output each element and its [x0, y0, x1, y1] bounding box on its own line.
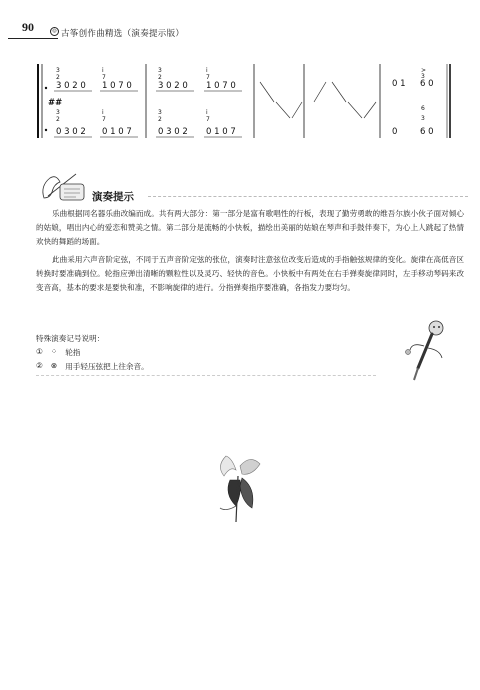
legend-text: 轮指: [65, 348, 81, 357]
svg-text:3: 3: [421, 73, 425, 80]
treble-top-3: i: [206, 67, 208, 74]
treble-end-b: 6 0: [420, 79, 434, 89]
bass-beat-1: 0 1 0 7: [102, 127, 132, 137]
page-number: 90: [22, 20, 34, 34]
legend-item-2: [36, 361, 149, 372]
cartoon-mallet-icon: [396, 316, 456, 386]
legend-num: ②: [36, 361, 43, 370]
intro-paragraph: [36, 207, 464, 249]
legend-divider: [36, 375, 376, 376]
bass-top-3: i: [206, 109, 208, 116]
bass-beat-0: 0 3 0 2: [56, 127, 86, 137]
section-divider: [148, 196, 468, 197]
bass-beat-2: 0 3 0 2: [158, 127, 188, 137]
chapter-mark-icon: ◎: [50, 27, 59, 36]
legend-symbol: ⁘: [50, 347, 58, 356]
bass-top-2: 3: [158, 109, 162, 116]
treble-end-a: 0 1: [392, 79, 406, 89]
score-svg: [36, 58, 456, 168]
paragraph-2: 此曲采用六声音阶定弦，不同于五声音阶定弦的张位，演奏时注意弦位改变后造成的手指触弦规律的变化。旋律在高低音区转换时要准确到位。轮指应弹出清晰的颗粒性以及灵巧、轻快的音色。小快板中有两处在右手弹奏旋律同时，左手移动琴码来改变音高，基本的要求是要快和准，不影响旋律的进行。分指弹奏指序要准确，各指发力要均匀。: [36, 255, 464, 292]
bass-top-0: 3: [56, 109, 60, 116]
bass-beat-3: 0 1 0 7: [206, 127, 236, 137]
svg-text:>: >: [421, 67, 427, 74]
bass-mid-2: 2: [158, 116, 162, 123]
treble-top-0: 3: [56, 67, 60, 74]
flower-illustration-icon: [206, 436, 276, 526]
treble-mid-1: 7: [102, 74, 106, 81]
bass-end-a: 0: [392, 127, 398, 137]
bass-top-1: i: [102, 109, 104, 116]
quill-scroll-icon: [36, 168, 92, 208]
header-rule: [8, 38, 58, 39]
legend-heading: 特殊演奏记号说明：: [36, 334, 105, 343]
score-notation: [36, 58, 456, 168]
bass-staff: [54, 109, 242, 137]
bass-mid-3: 7: [206, 116, 210, 123]
treble-staff: [54, 67, 242, 91]
bass-mid-0: 2: [56, 116, 60, 123]
treble-beat-1: 1 0 7 0: [102, 81, 132, 91]
legend-num: ①: [36, 347, 43, 356]
treble-top-2: 3: [158, 67, 162, 74]
gliss-arrows: [260, 82, 376, 118]
repeat-dot: [45, 87, 47, 89]
bass-mid-1: 7: [102, 116, 106, 123]
legend-text: 用手轻压弦把上往余音。: [65, 362, 149, 371]
tremolo-marking: ##: [48, 98, 63, 108]
repeat-dot: [45, 129, 47, 131]
treble-mid-0: 2: [56, 74, 60, 81]
treble-mid-3: 7: [206, 74, 210, 81]
legend-item-1: [36, 347, 80, 358]
book-title: 古筝创作曲精选（演奏提示版）: [61, 29, 185, 39]
treble-beat-0: 3 0 2 0: [56, 81, 86, 91]
paragraph-1: 乐曲根据同名器乐曲改编而成。共有两大部分：第一部分是富有歌唱性的行板，表现了勤劳勇敢的维吾尔族小伙子面对倾心的姑娘，唱出内心的爱恋和赞美之情。第二部分是流畅的小快板，描绘出美丽的姑娘在琴声和手鼓伴奏下，为心上人跳起了热情欢快的舞蹈的场面。: [36, 209, 464, 246]
svg-text:3: 3: [421, 115, 425, 122]
treble-beat-2: 3 0 2 0: [158, 81, 188, 91]
bass-end-b: 6 0: [420, 127, 434, 137]
svg-text:6: 6: [421, 105, 425, 112]
treble-mid-2: 2: [158, 74, 162, 81]
section-title: 演奏提示: [92, 191, 134, 203]
treble-top-1: i: [102, 67, 104, 74]
technique-paragraph: [36, 253, 464, 295]
legend-symbol: ⊗: [50, 361, 58, 370]
treble-beat-3: 1 0 7 0: [206, 81, 236, 91]
